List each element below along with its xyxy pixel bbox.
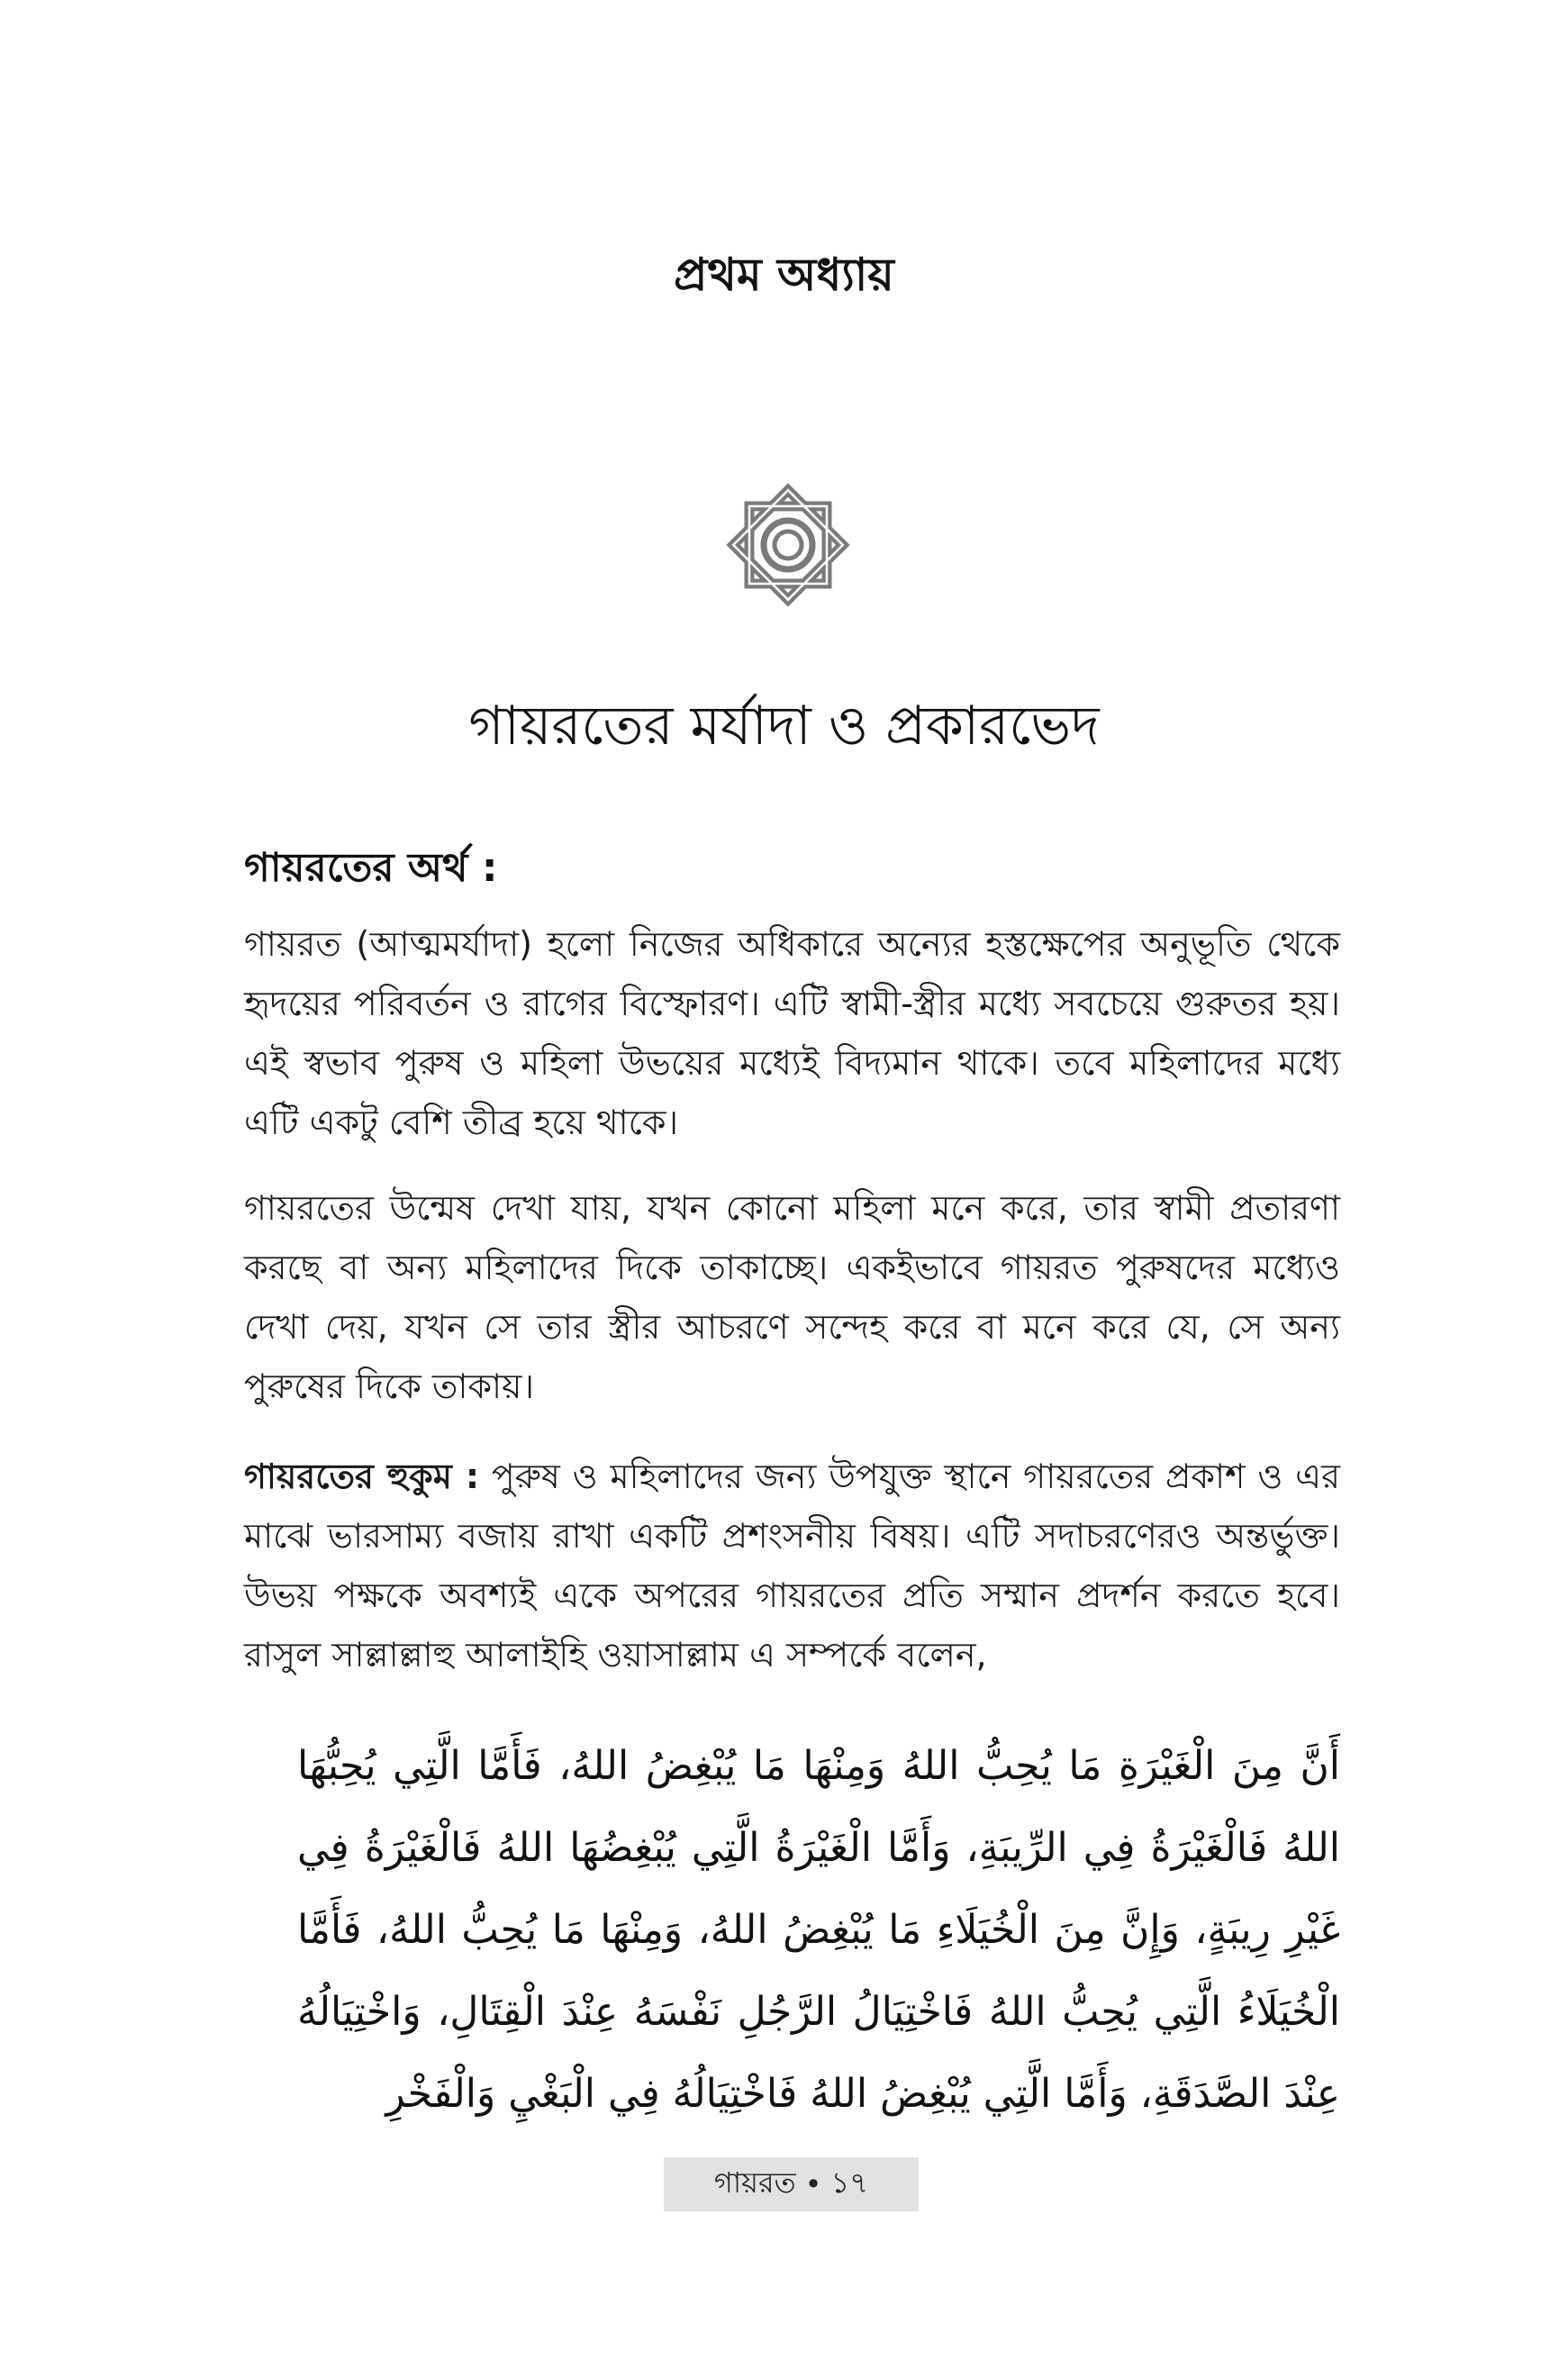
page-number: ১৭ <box>830 2165 869 2200</box>
page-footer-badge <box>664 2157 919 2211</box>
paragraph-ruling <box>244 1447 1340 1684</box>
section-heading: গায়রতের অর্থ : <box>244 845 498 891</box>
chapter-title: গায়রতের মর্যাদা ও প্রকারভেদ <box>468 694 1100 758</box>
paragraph-manifestation: গায়রতের উন্মেষ দেখা যায়, যখন কোনো মহিলা মনে করে, তার স্বামী প্রতারণা করছে বা অন্য মহিলাদের দিকে তাকাচ্ছে। একইভাবে গায়রত পুরুষদের মধ্যেও দেখা দেয়, যখন সে তার স্ত্রীর আচরণে সন্দেহ করে বা মনে করে যে, সে অন্য পুরুষের দিকে তাকায়। <box>244 1188 1340 1406</box>
footer-book-title: গায়রত <box>713 2165 796 2200</box>
chapter-label: প্রথম অধ্যায় <box>674 249 894 301</box>
footer-separator: • <box>804 2167 822 2201</box>
arabic-hadith-quote: أَنَّ مِنَ الْغَيْرَةِ مَا يُحِبُّ اللهُ وَمِنْهَا مَا يُبْغِضُ اللهُ، فَأَمَّا الَّتِي يُحِبُّهَا اللهُ فَالْغَيْرَةُ فِي الرِّيبَةِ، وَأَمَّا الْغَيْرَةُ الَّتِي يُبْغِضُهَا اللهُ فَالْغَيْرَةُ فِي غَيْرِ رِيبَةٍ، وَإِنَّ مِنَ الْخُيَلَاءِ مَا يُبْغِضُ اللهُ، وَمِنْهَا مَا يُحِبُّ اللهُ، فَأَمَّا الْخُيَلَاءُ الَّتِي يُحِبُّ اللهُ فَاخْتِيَالُ الرَّجُلِ نَفْسَهُ عِنْدَ الْقِتَالِ، وَاخْتِيَالُهُ عِنْدَ الصَّدَقَةِ، وَأَمَّا الَّتِي يُبْغِضُ اللهُ فَاخْتِيَالُهُ فِي الْبَغْيِ وَالْفَخْرِ <box>297 1743 1340 2117</box>
ruling-text: পুরুষ ও মহিলাদের জন্য উপযুক্ত স্থানে গায়রতের প্রকাশ ও এর মাঝে ভারসাম্য বজায় রাখা একটি প্রশংসনীয় বিষয়। এটি সদাচরণেরও অন্তর্ভুক্ত। উভয় পক্ষকে অবশ্যই একে অপরের গায়রতের প্রতি সম্মান প্রদর্শন করতে হবে। রাসুল সাল্লাল্লাহু আলাইহি ওয়াসাল্লাম এ সম্পর্কে বলেন, <box>244 1457 1340 1675</box>
octagram-ornament-icon <box>721 477 856 613</box>
paragraph-meaning: গায়রত (আত্মমর্যাদা) হলো নিজের অধিকারে অন্যের হস্তক্ষেপের অনুভূতি থেকে হৃদয়ের পরিবর্তন ও রাগের বিস্ফোরণ। এটি স্বামী-স্ত্রীর মধ্যে সবচেয়ে গুরুতর হয়। এই স্বভাব পুরুষ ও মহিলা উভয়ের মধ্যেই বিদ্যমান থাকে। তবে মহিলাদের মধ্যে এটি একটু বেশি তীব্র হয়ে থাকে। <box>244 924 1340 1142</box>
ruling-heading: গায়রতের হুকুম : <box>244 1457 480 1496</box>
